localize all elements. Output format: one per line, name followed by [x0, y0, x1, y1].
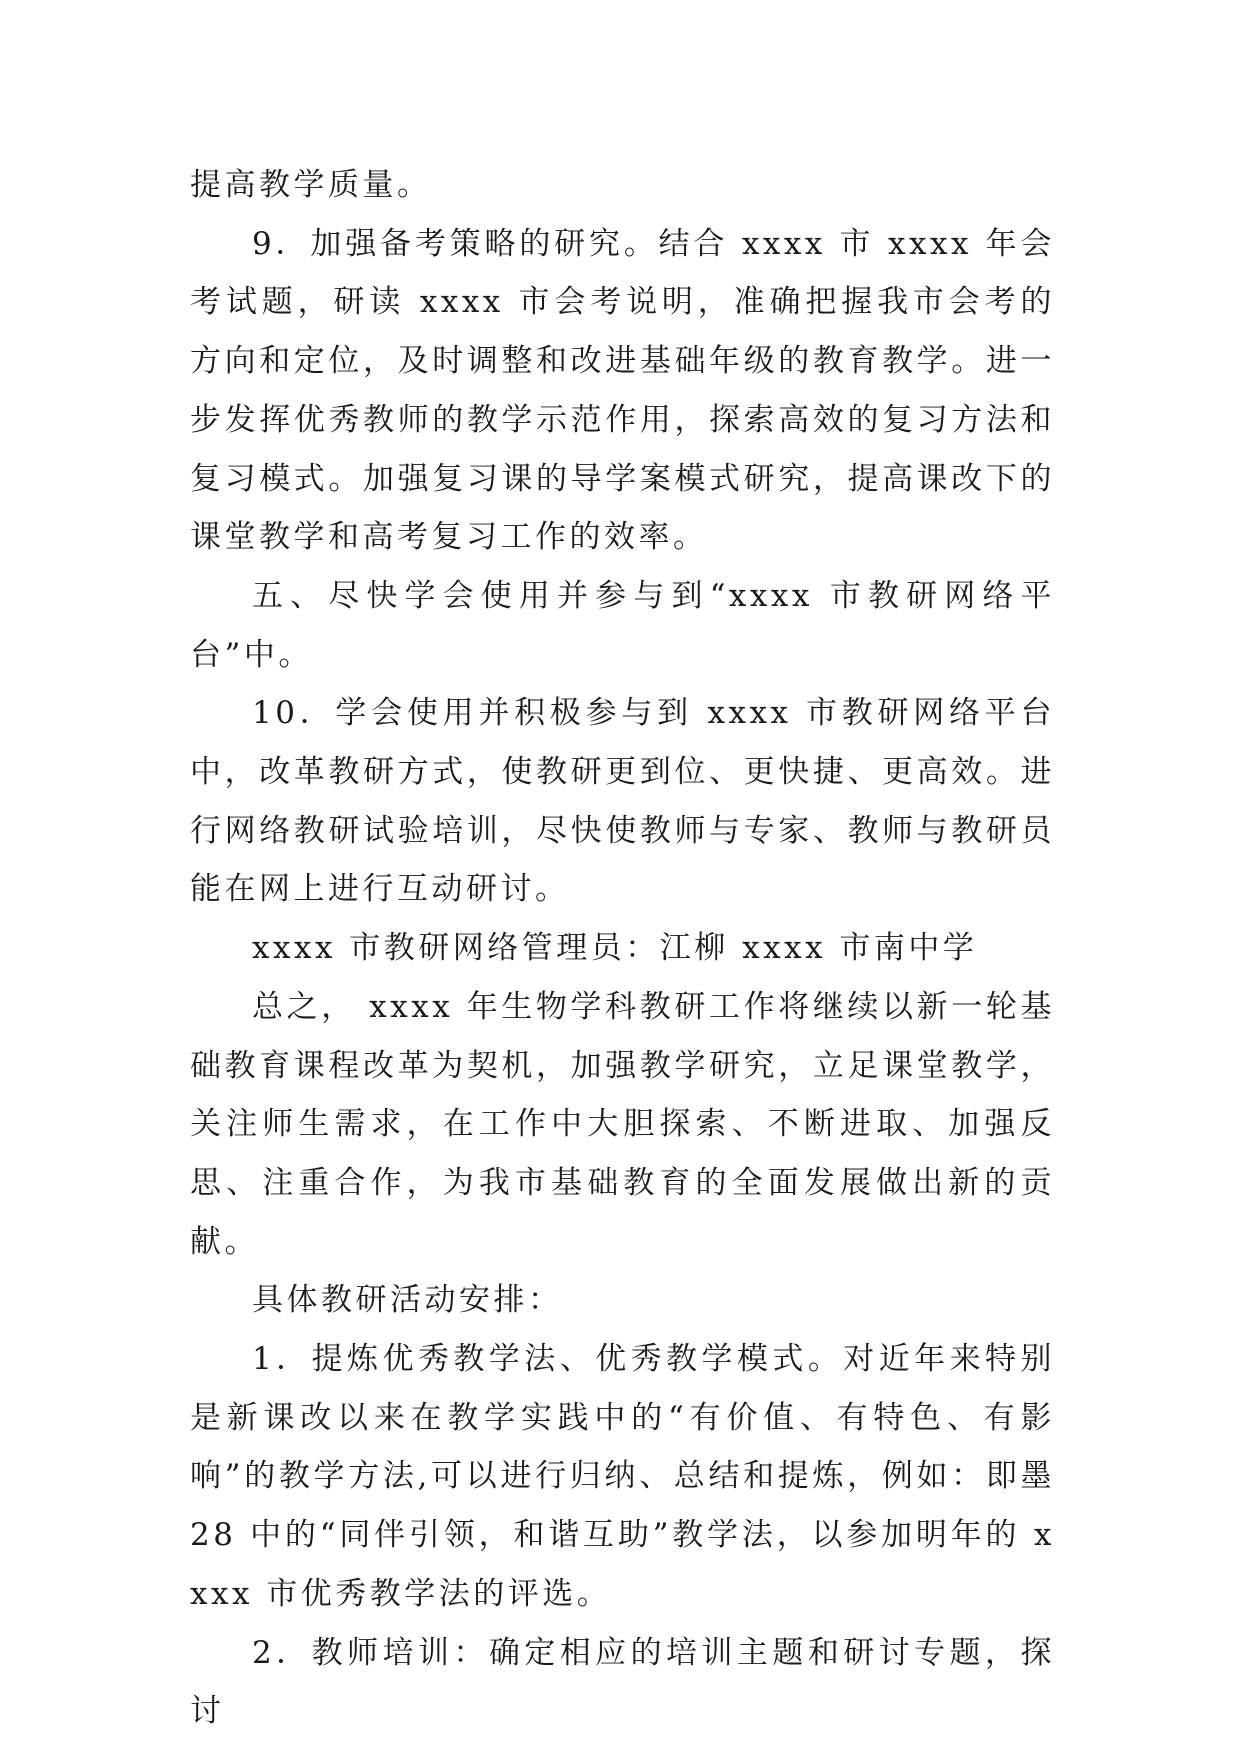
paragraph: 10．学会使用并积极参与到 xxxx 市教研网络平台中，改革教研方式，使教研更到位、更快捷、更高效。进行网络教研试验培训，尽快使教师与专家、教师与教研员能在网上进行互动研讨。: [190, 695, 1055, 908]
paragraph: 9．加强备考策略的研究。结合 xxxx 市 xxxx 年会考试题，研读 xxxx 市会考说明，准确把握我市会考的方向和定位，及时调整和改进基础年级的教育教学。进一步发挥优秀教师的教学示范作用，探索高效的复习方法和复习模式。加强复习课的导学案模式研究，提高课改下的课堂教学和高考复习工作的效率。: [190, 225, 1055, 556]
paragraph: 2．教师培训：确定相应的培训主题和研讨专题，探讨: [190, 1634, 1055, 1730]
paragraph: 提高教学质量。: [190, 167, 432, 203]
paragraph: 1．提炼优秀教学法、优秀教学模式。对近年来特别是新课改以来在教学实践中的“有价值、有特色、有影响”的教学方法,可以进行归纳、总结和提炼，例如：即墨28 中的“同伴引领，和谐互助”教学法，以参加明年的 xxxx 市优秀教学法的评选。: [190, 1341, 1055, 1612]
paragraph: 具体教研活动安排：: [252, 1282, 563, 1319]
paragraph: 总之， xxxx 年生物学科教研工作将继续以新一轮基础教育课程改革为契机，加强教学研究，立足课堂教学，关注师生需求，在工作中大胆探索、不断进取、加强反思、注重合作，为我市基础教育的全面发展做出新的贡献。: [190, 988, 1055, 1260]
paragraph: 五、尽快学会使用并参与到“xxxx 市教研网络平台”中。: [190, 577, 1055, 673]
paragraph: xxxx 市教研网络管理员：江柳 xxxx 市南中学: [252, 930, 978, 967]
document-body: [190, 156, 1055, 1741]
